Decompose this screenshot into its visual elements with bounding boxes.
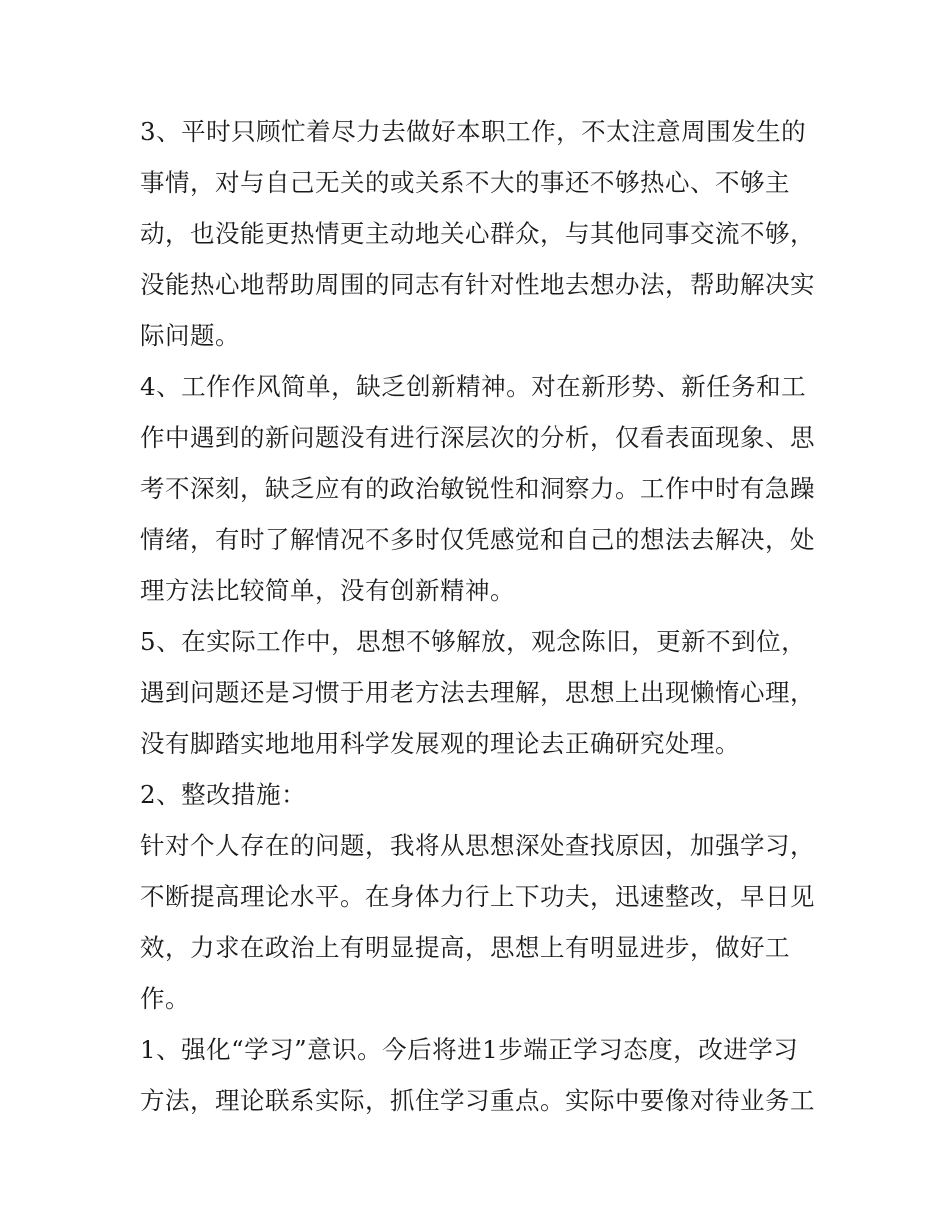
text-line: 动，也没能更热情更主动地关心群众，与其他同事交流不够，: [140, 219, 815, 248]
text-line: 事情，对与自己无关的或关系不大的事还不够热心、不够主: [140, 168, 790, 197]
text-line: 情绪，有时了解情况不多时仅凭感觉和自己的想法去解决，处: [140, 525, 815, 554]
text-line: 方法，理论联系实际，抓住学习重点。实际中要像对待业务工: [140, 1086, 815, 1115]
text-line: 没能热心地帮助周围的同志有针对性地去想办法，帮助解决实: [140, 270, 815, 299]
text-line: 3、平时只顾忙着尽力去做好本职工作，不太注意周围发生的: [140, 117, 807, 146]
text-line: 遇到问题还是习惯于用老方法去理解，思想上出现懒惰心理，: [140, 678, 815, 707]
section-heading: 2、整改措施：: [140, 780, 307, 809]
text-line: 针对个人存在的问题，我将从思想深处查找原因，加强学习，: [140, 831, 815, 860]
text-line: 考不深刻，缺乏应有的政治敏锐性和洞察力。工作中时有急躁: [140, 474, 815, 503]
text-line: 4、工作作风简单，缺乏创新精神。对在新形势、新任务和工: [140, 372, 807, 401]
text-line: 理方法比较简单，没有创新精神。: [140, 576, 515, 605]
text-line: 1、强化“学习”意识。今后将进1步端正学习态度，改进学习: [140, 1035, 799, 1064]
text-line: 不断提高理论水平。在身体力行上下功夫，迅速整改，早日见: [140, 882, 815, 911]
text-line: 作。: [140, 984, 190, 1013]
text-line: 没有脚踏实地地用科学发展观的理论去正确研究处理。: [140, 729, 740, 758]
text-line: 效，力求在政治上有明显提高，思想上有明显进步，做好工: [140, 933, 790, 962]
text-line: 际问题。: [140, 321, 240, 350]
text-line: 作中遇到的新问题没有进行深层次的分析，仅看表面现象、思: [140, 423, 815, 452]
text-line: 5、在实际工作中，思想不够解放，观念陈旧，更新不到位，: [140, 627, 807, 656]
document-body: [140, 106, 815, 1126]
